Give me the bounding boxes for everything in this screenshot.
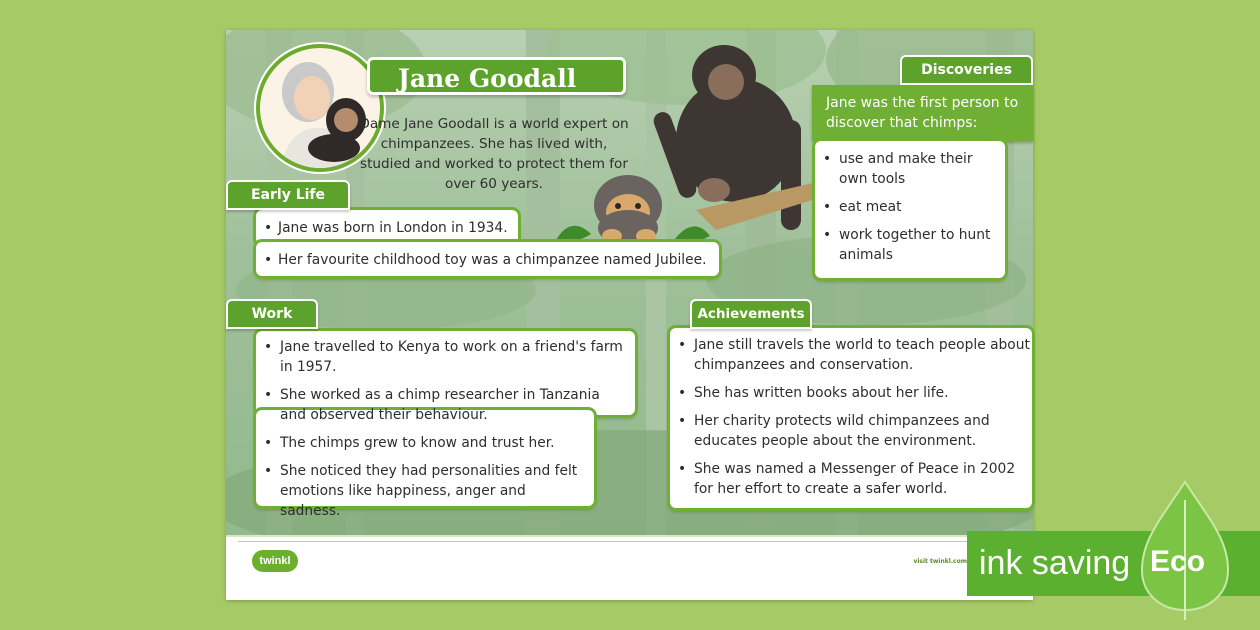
bullet: • <box>264 252 273 268</box>
early-life-item-text: Jane was born in London in 1934. <box>278 220 508 236</box>
footer-divider <box>238 541 1021 542</box>
discovery-item: • work together to hunt animals <box>815 225 1005 265</box>
footer <box>226 535 1033 600</box>
discoveries-lead: Jane was the first person to discover that chimps: <box>812 85 1033 141</box>
early-life-item <box>256 218 726 250</box>
work-item: • She worked as a chimp researcher in Tanzania and observed their behaviour. <box>256 385 628 425</box>
visit-link[interactable]: visit twinkl.com <box>913 558 967 565</box>
achievements-panel <box>670 328 1032 508</box>
achievement-item: • She has written books about her life. <box>670 383 1032 403</box>
page-title: Jane Goodall <box>367 57 626 95</box>
achievement-item: • Jane still travels the world to teach people about chimpanzees and conservation. <box>670 335 1032 375</box>
bullet: • <box>264 220 273 236</box>
achievement-item: • Her charity protects wild chimpanzees and educates people about the environment. <box>670 411 1032 451</box>
early-life-list <box>256 218 726 270</box>
work-heading: Work <box>226 299 318 329</box>
twinkl-logo[interactable]: twinkl <box>252 550 298 572</box>
discovery-item: • eat meat <box>815 197 1005 217</box>
early-life-item-text: Her favourite childhood toy was a chimpanzee named Jubilee. <box>278 252 707 268</box>
discoveries-heading: Discoveries <box>900 55 1033 85</box>
achievement-item: • She was named a Messenger of Peace in 2002 for her effort to create a safer world. <box>670 459 1032 499</box>
early-life-item <box>256 250 726 270</box>
eco-label: Eco <box>1150 545 1206 578</box>
intro-text: Dame Jane Goodall is a world expert on chimpanzees. She has lived with, studied and worked to protect them for over 60 years. <box>359 116 629 192</box>
achievements-heading: Achievements <box>690 299 812 329</box>
discoveries-panel <box>815 141 1005 278</box>
ink-saving-label: ink saving <box>979 544 1131 582</box>
work-item: • The chimps grew to know and trust her. <box>256 433 590 453</box>
early-life-heading: Early Life <box>226 180 350 210</box>
discovery-item: • use and make their own tools <box>815 149 1005 189</box>
work-item: • Jane travelled to Kenya to work on a friend's farm in 1957. <box>256 337 628 377</box>
work-item: • She noticed they had personalities and felt emotions like happiness, anger and sadness. <box>256 461 590 521</box>
